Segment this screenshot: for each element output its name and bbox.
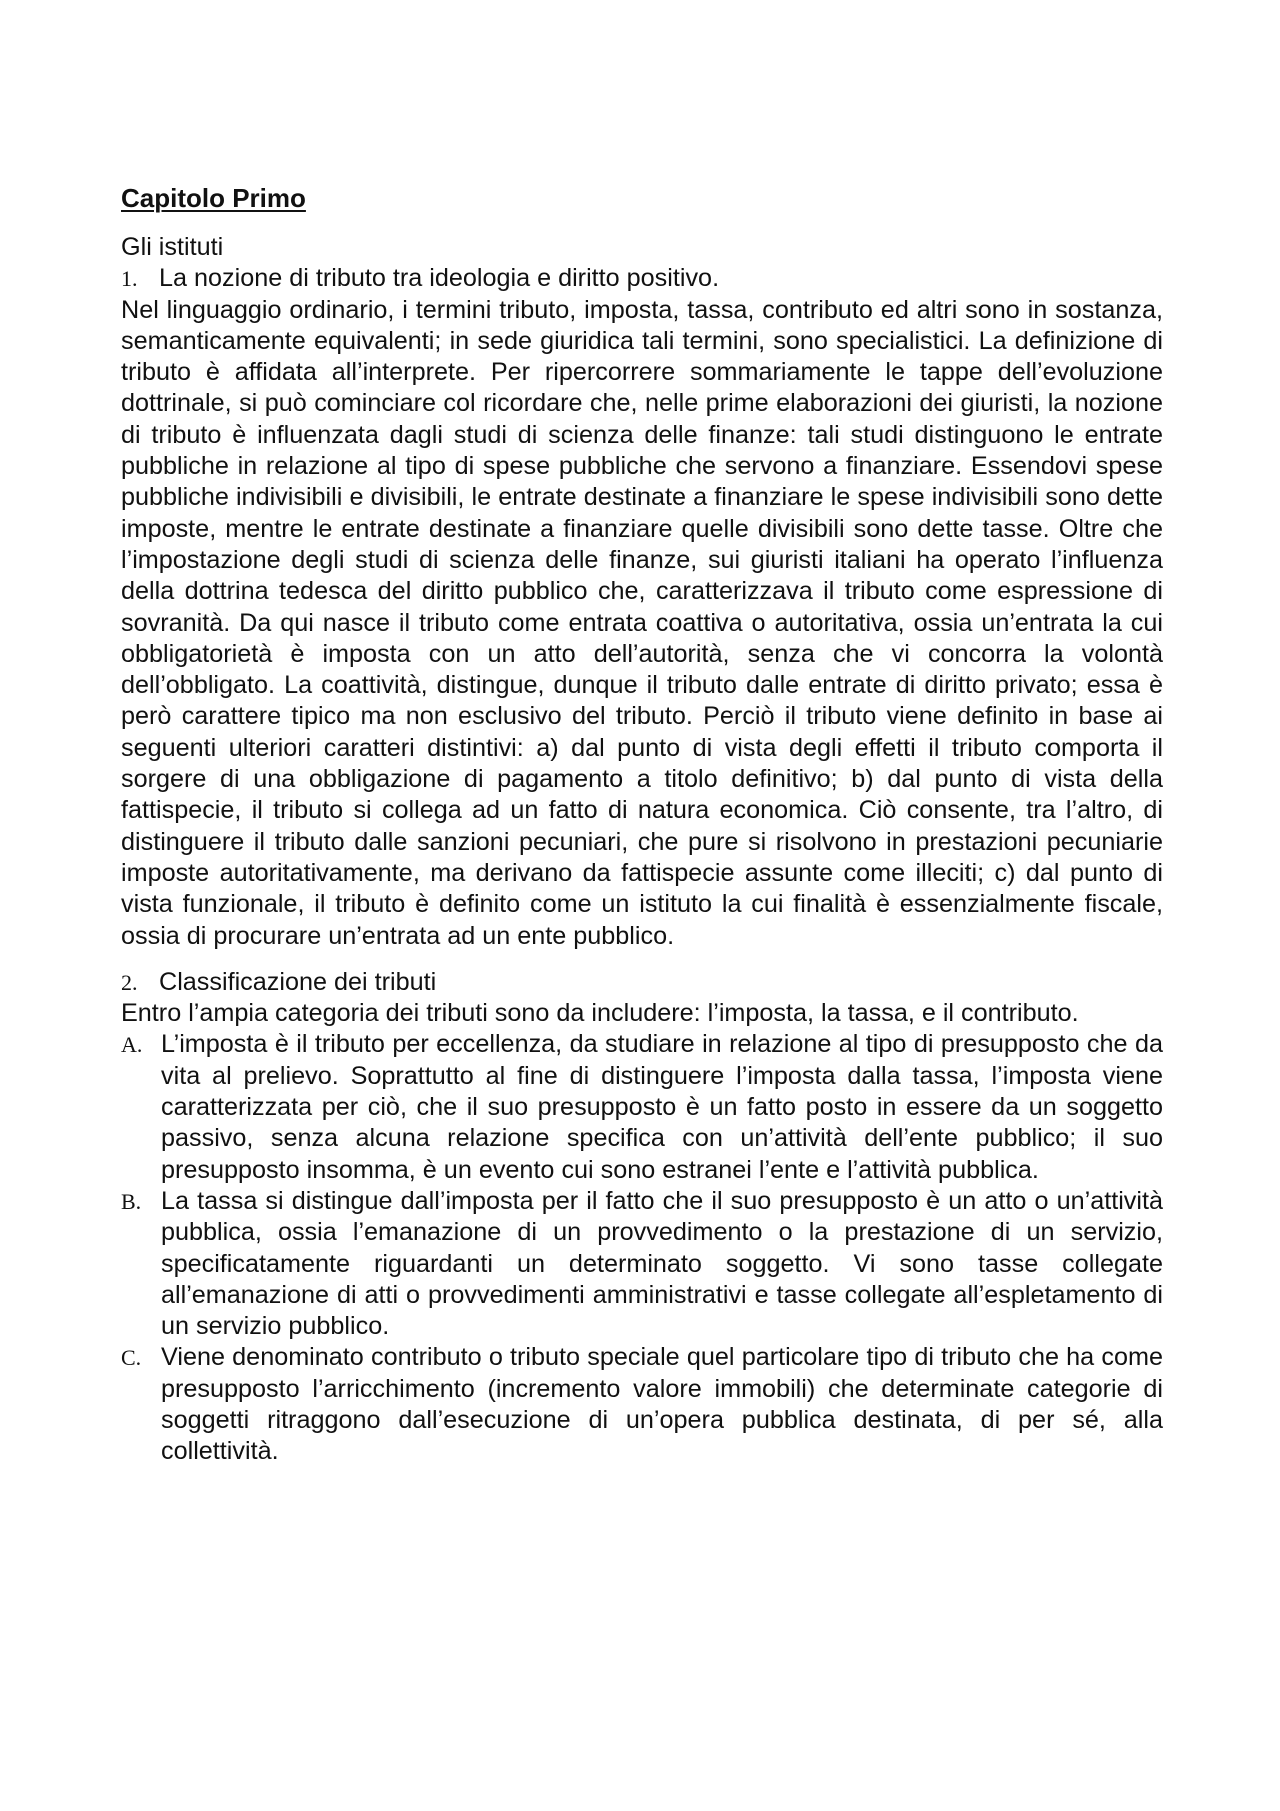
section-number: 1. xyxy=(121,266,138,292)
list-marker: C. xyxy=(121,1345,142,1371)
section-spacer xyxy=(121,952,1163,967)
section-heading-text: La nozione di tributo tra ideologia e diritto positivo. xyxy=(159,264,720,293)
list-item xyxy=(121,1186,1163,1342)
list-item-text: L’imposta è il tributo per eccellenza, da studiare in relazione al tipo di presupposto che da vita al prelievo. Soprattutto al fine di distinguere l’imposta dalla tassa, l’imposta viene caratterizzata per ciò, che il suo presupposto è un fatto posto in essere da un soggetto passivo, senza alcuna relazione specifica con un’attività dell’ente pubblico; il suo presupposto insomma, è un evento cui sono estranei l’ente e l’attività pubblica. xyxy=(161,1030,1163,1184)
chapter-title: Capitolo Primo xyxy=(121,183,306,213)
list-item xyxy=(121,1029,1163,1185)
document-subtitle: Gli istituti xyxy=(121,233,224,261)
section-heading-text: Classificazione dei tributi xyxy=(159,967,437,996)
section-1-paragraph: Nel linguaggio ordinario, i termini tributo, imposta, tassa, contributo ed altri sono in sostanza, semanticamente equivalenti; in sede giuridica tali termini, sono specialistici. La definizione di tributo è affidata all’interprete. Per ripercorrere sommariamente le tappe dell’evoluzione dottrinale, si può cominciare col ricordare che, nelle prime elaborazioni dei giuristi, la nozione di tributo è influenzata dagli studi di scienza delle finanze: tali studi distinguono le entrate pubbliche in relazione al tipo di spese pubbliche che servono a finanziare. Essendovi spese pubbliche indivisibili e divisibili, le entrate destinate a finanziare le spese indivisibili sono dette imposte, mentre le entrate destinate a finanziare quelle divisibili sono dette tasse. Oltre che l’impostazione degli studi di scienza delle finanze, sui giuristi italiani ha operato l’influenza della dottrina tedesca del diritto pubblico che, caratterizzava il tributo come espressione di sovranità. Da qui nasce il tributo come entrata coattiva o autoritativa, ossia un’entrata la cui obbligatorietà è imposta con un atto dell’autorità, senza che vi concorra la volontà dell’obbligato. La coattività, distingue, dunque il tributo dalle entrate di diritto privato; essa è però carattere tipico ma non esclusivo del tributo. Perciò il tributo viene definito in base ai seguenti ulteriori caratteri distintivi: a) dal punto di vista degli effetti il tributo comporta il sorgere di una obbligazione di pagamento a titolo definitivo; b) dal punto di vista della fattispecie, il tributo si collega ad un fatto di natura economica. Ciò consente, tra l’altro, di distinguere il tributo dalle sanzioni pecuniari, che pure si risolvono in prestazioni pecuniarie imposte autoritativamente, ma derivano da fattispecie assunte come illeciti; c) dal punto di vista funzionale, il tributo è definito come un istituto la cui finalità è essenzialmente fiscale, ossia di procurare un’entrata ad un ente pubblico. xyxy=(121,295,1163,950)
list-item-text: Viene denominato contributo o tributo speciale quel particolare tipo di tributo che ha come presupposto l’arricchimento (incremento valore immobili) che determinate categorie di soggetti ritraggono dall’esecuzione di un’opera pubblica destinata, di per sé, alla collettività. xyxy=(161,1343,1163,1466)
list-marker: A. xyxy=(121,1032,143,1058)
list-item-text: La tassa si distingue dall’imposta per il fatto che il suo presupposto è un atto o un’attività pubblica, ossia l’emanazione di un provvedimento o la prestazione di un servizio, specificatamente riguardanti un determinato soggetto. Vi sono tasse collegate all’emanazione di atti o provvedimenti amministrativi e tasse collegate all’espletamento di un servizio pubblico. xyxy=(161,1186,1163,1341)
section-2-intro: Entro l’ampia categoria dei tributi sono da includere: l’imposta, la tassa, e il contributo. xyxy=(121,999,1079,1028)
list-marker: B. xyxy=(121,1188,142,1214)
section-heading-2 xyxy=(121,967,1163,998)
section-number: 2. xyxy=(121,969,138,995)
section-heading-1 xyxy=(121,263,1163,294)
document-body xyxy=(121,178,1163,1468)
list-item xyxy=(121,1342,1163,1467)
